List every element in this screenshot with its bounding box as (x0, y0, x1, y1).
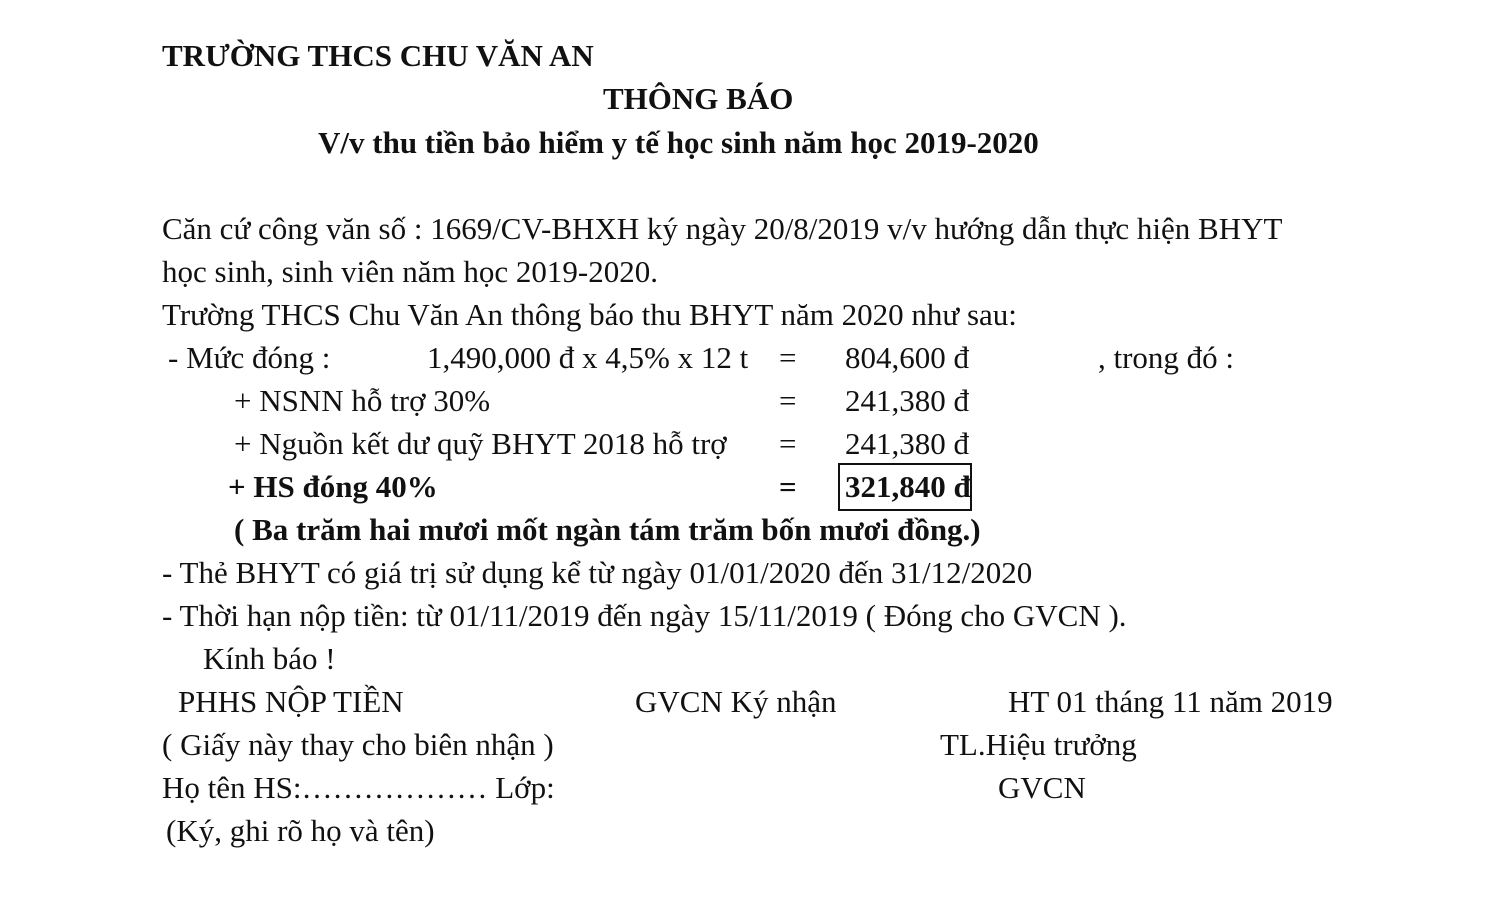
intro-line-1: Căn cứ công văn số : 1669/CV-BHXH ký ngày 20/8/2019 v/v hướng dẫn thực hiện BHYT (162, 211, 1283, 246)
breakdown-row-equals: = (779, 426, 797, 461)
closing-text: Kính báo ! (203, 641, 336, 676)
place-date: HT 01 tháng 11 năm 2019 (1008, 684, 1333, 719)
payment-deadline: - Thời hạn nộp tiền: từ 01/11/2019 đến ngày 15/11/2019 ( Đóng cho GVCN ). (162, 598, 1127, 633)
amount-in-words: ( Ba trăm hai mươi mốt ngàn tám trăm bốn mươi đồng.) (234, 512, 981, 547)
receipt-note: ( Giấy này thay cho biên nhận ) (162, 727, 554, 762)
student-amount: 321,840 đ (845, 469, 971, 504)
school-name: TRƯỜNG THCS CHU VĂN AN (162, 38, 594, 73)
breakdown-row-equals: = (779, 383, 797, 418)
breakdown-row-label: + HS đóng 40% (228, 469, 438, 504)
breakdown-row-amount: 241,380 đ (845, 426, 969, 461)
breakdown-row-label: + NSNN hỗ trợ 30% (234, 383, 491, 418)
principal-title: TL.Hiệu trưởng (940, 727, 1137, 762)
fee-formula: 1,490,000 đ x 4,5% x 12 t (427, 340, 749, 375)
fee-suffix: , trong đó : (1098, 340, 1235, 375)
fee-label: - Mức đóng : (168, 340, 331, 375)
notice-title: THÔNG BÁO (603, 81, 794, 116)
intro-line-3: Trường THCS Chu Văn An thông báo thu BHYT năm 2020 như sau: (162, 297, 1017, 332)
breakdown-row-equals: = (779, 469, 797, 504)
student-name-line: Họ tên HS:……………… Lớp: (162, 770, 555, 805)
breakdown-row-label: + Nguồn kết dư quỹ BHYT 2018 hỗ trợ (234, 426, 727, 461)
card-validity: - Thẻ BHYT có giá trị sử dụng kể từ ngày 01/01/2020 đến 31/12/2020 (162, 555, 1033, 590)
payer-heading: PHHS NỘP TIỀN (178, 684, 404, 719)
breakdown-row-amount: 241,380 đ (845, 383, 969, 418)
notice-subtitle: V/v thu tiền bảo hiểm y tế học sinh năm học 2019-2020 (318, 125, 1039, 160)
fee-equals: = (779, 340, 797, 375)
gvcn-signer: GVCN (998, 770, 1086, 805)
teacher-heading: GVCN Ký nhận (635, 684, 837, 719)
intro-line-2: học sinh, sinh viên năm học 2019-2020. (162, 254, 658, 289)
fee-amount: 804,600 đ (845, 340, 969, 375)
sign-note: (Ký, ghi rõ họ và tên) (166, 813, 435, 848)
